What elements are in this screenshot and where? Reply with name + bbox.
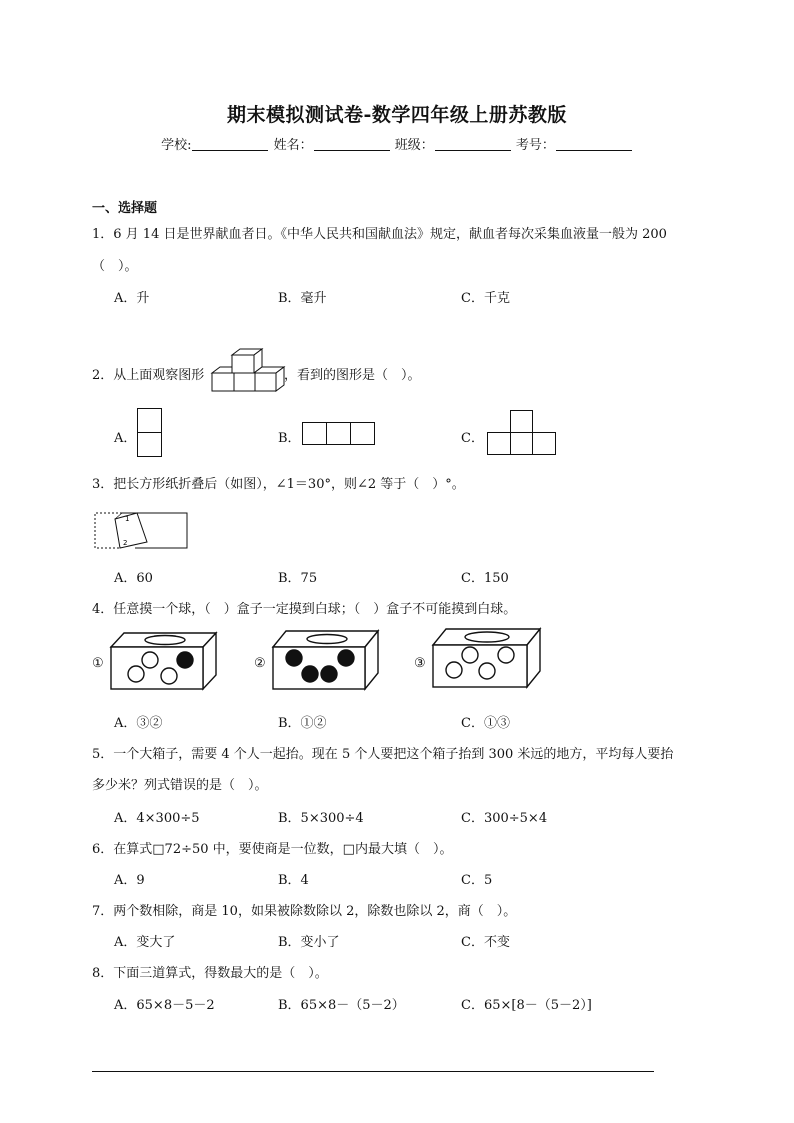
question-2-option-a[interactable]: A．: [114, 431, 137, 446]
exam-no-blank[interactable]: [556, 150, 632, 151]
box-1-figure: [108, 631, 218, 691]
question-2-option-c[interactable]: C．: [461, 431, 484, 446]
question-4-option-c[interactable]: C．①③: [461, 716, 510, 731]
question-5-option-b[interactable]: B．5×300÷4: [278, 811, 364, 826]
question-2-option-a-figure[interactable]: [137, 408, 163, 458]
angle-2-label: 2: [123, 539, 128, 547]
question-8-option-b[interactable]: B．65×8－（5－2）: [278, 998, 405, 1013]
question-5-line1: 5．一个大箱子，需要 4 个人一起抬。现在 5 个人要把这个箱子抬到 300 米远的地方，平均每人要抬: [92, 747, 674, 762]
question-2-cube-figure: [212, 347, 282, 399]
question-8-option-c[interactable]: C．65×[8－（5－2）]: [461, 998, 592, 1013]
question-3-text: 3．把长方形纸折叠后（如图），∠1＝30°，则∠2 等于（ ）°。: [92, 477, 465, 492]
school-blank[interactable]: [192, 150, 268, 151]
box-2-label: ②: [254, 656, 266, 671]
box-1-label: ①: [92, 656, 104, 671]
question-2-text-after: ，看到的图形是（ ）。: [284, 368, 421, 383]
school-label: 学校:: [161, 138, 192, 153]
question-1-line2: （ ）。: [92, 259, 138, 274]
student-info-line: [0, 134, 794, 153]
question-5-option-a[interactable]: A．4×300÷5: [114, 811, 200, 826]
question-1-option-a[interactable]: A．升: [114, 291, 150, 306]
question-2-text-before: 2．从上面观察图形: [92, 368, 205, 383]
question-1-option-b[interactable]: B．毫升: [278, 291, 327, 306]
question-3-option-b[interactable]: B．75: [278, 571, 318, 586]
question-5-option-c[interactable]: C．300÷5×4: [461, 811, 548, 826]
question-7-text: 7．两个数相除，商是 10，如果被除数除以 2，除数也除以 2，商（ ）。: [92, 904, 517, 919]
page-title: 期末模拟测试卷-数学四年级上册苏教版: [227, 104, 567, 126]
question-5-line2: 多少米？列式错误的是（ ）。: [92, 778, 268, 793]
question-6-option-c[interactable]: C．5: [461, 873, 493, 888]
box-3-figure: [430, 627, 542, 689]
question-3-option-a[interactable]: A．60: [114, 571, 153, 586]
question-2-option-c-figure[interactable]: [487, 410, 557, 458]
question-4-option-a[interactable]: A．③②: [114, 716, 163, 731]
question-8-text: 8．下面三道算式，得数最大的是（ ）。: [92, 966, 328, 981]
class-blank[interactable]: [435, 150, 511, 151]
question-8-option-a[interactable]: A．65×8－5－2: [114, 998, 215, 1013]
question-3-option-c[interactable]: C．150: [461, 571, 509, 586]
name-blank[interactable]: [314, 150, 390, 151]
question-7-option-c[interactable]: C．不变: [461, 935, 510, 950]
question-6-text: 6．在算式□72÷50 中，要使商是一位数，□内最大填（ ）。: [92, 842, 453, 857]
question-3-folded-paper-figure: [95, 505, 191, 553]
footer-divider: [92, 1071, 654, 1072]
question-2-option-b[interactable]: B．: [278, 431, 301, 446]
question-7-option-b[interactable]: B．变小了: [278, 935, 340, 950]
question-6-option-a[interactable]: A．9: [114, 873, 145, 888]
question-6-option-b[interactable]: B．4: [278, 873, 309, 888]
section-title: 一、选择题: [92, 201, 158, 216]
question-1-option-c[interactable]: C．千克: [461, 291, 510, 306]
question-4-text: 4．任意摸一个球，（ ）盒子一定摸到白球；（ ）盒子不可能摸到白球。: [92, 602, 517, 617]
box-2-figure: [270, 629, 380, 691]
box-3-label: ③: [414, 656, 426, 671]
question-1-line1: 1．6 月 14 日是世界献血者日。《中华人民共和国献血法》规定，献血者每次采集血液量一般为 200: [92, 227, 667, 242]
question-7-option-a[interactable]: A．变大了: [114, 935, 176, 950]
exam-no-label: 考号：: [515, 138, 555, 153]
name-label: 姓名：: [273, 138, 313, 153]
angle-1-label: 1: [125, 515, 130, 523]
question-4-option-b[interactable]: B．①②: [278, 716, 327, 731]
question-2-option-b-figure[interactable]: [302, 422, 376, 446]
class-label: 班级：: [394, 138, 434, 153]
